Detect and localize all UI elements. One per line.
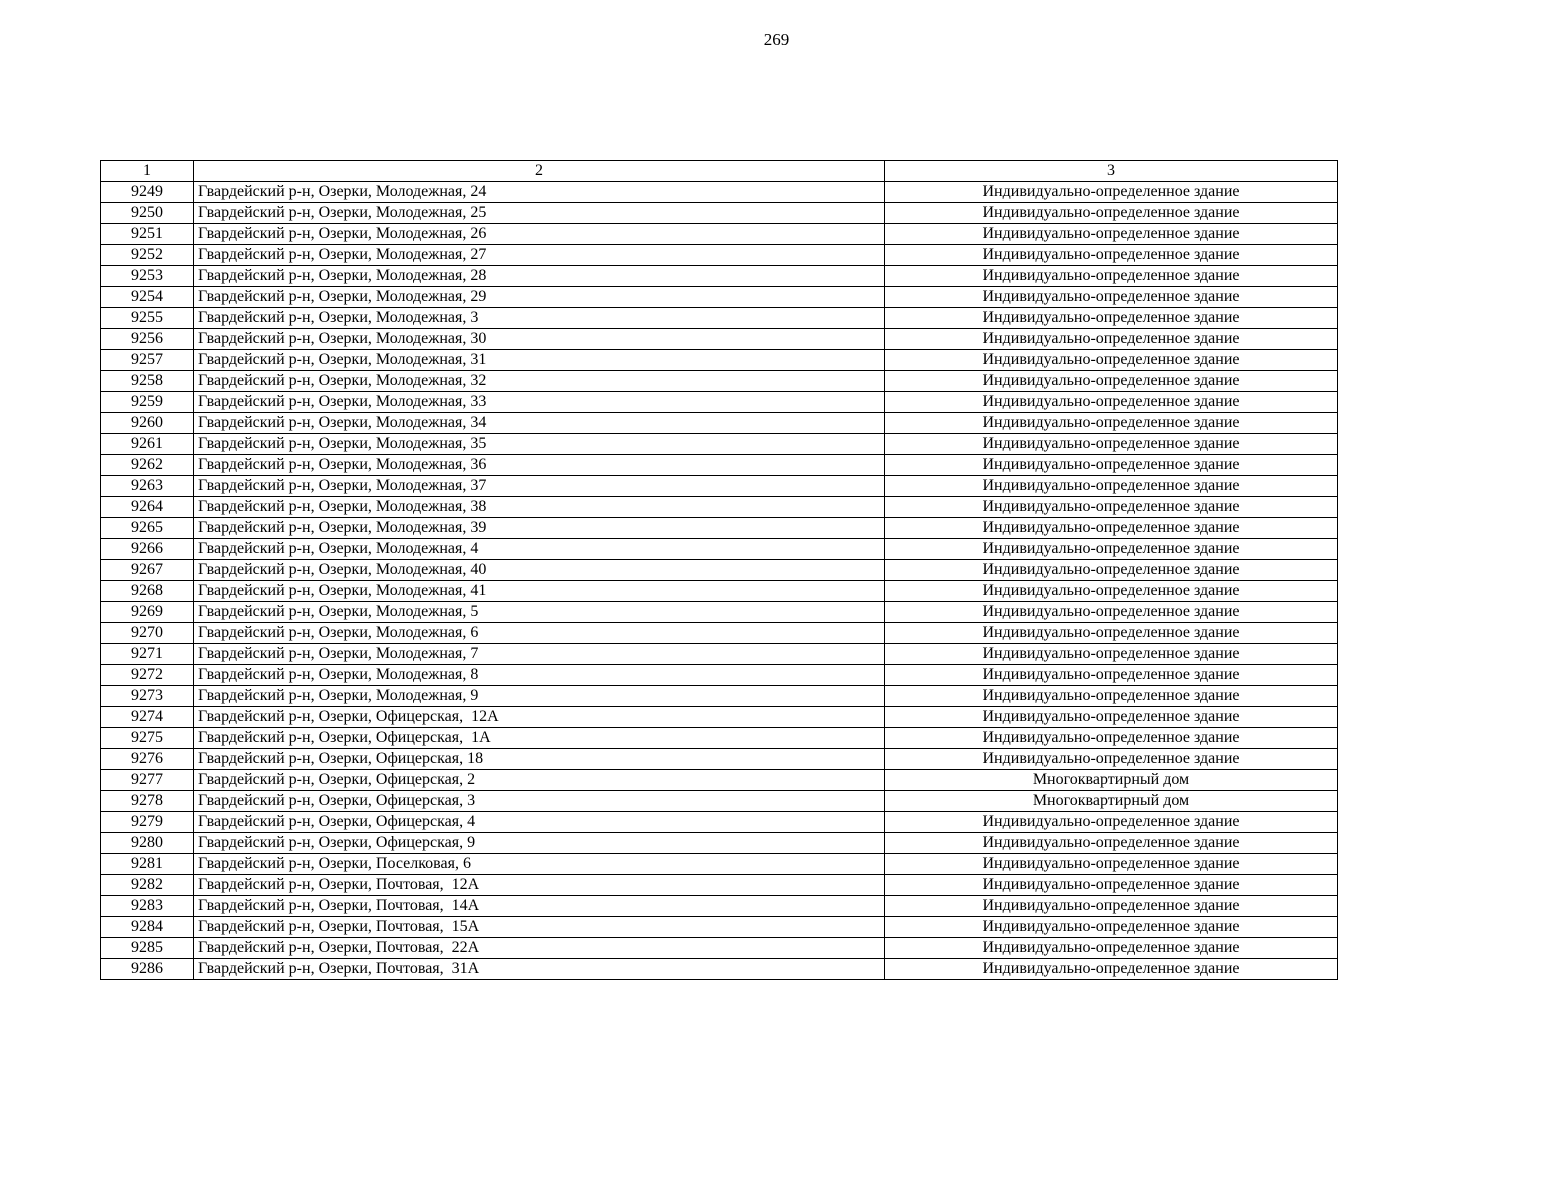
row-number-cell: 9258: [101, 371, 194, 392]
row-number-cell: 9264: [101, 497, 194, 518]
table-body: [101, 161, 1338, 980]
row-number-cell: 9273: [101, 686, 194, 707]
row-number-cell: 9279: [101, 812, 194, 833]
address-cell: Гвардейский р-н, Озерки, Офицерская, 2: [194, 770, 885, 791]
object-type-cell: Индивидуально-определенное здание: [885, 560, 1338, 581]
address-cell: Гвардейский р-н, Озерки, Офицерская, 9: [194, 833, 885, 854]
address-cell: Гвардейский р-н, Озерки, Офицерская, 4: [194, 812, 885, 833]
row-number-cell: 9253: [101, 266, 194, 287]
row-number-cell: 9281: [101, 854, 194, 875]
table-row: [101, 371, 1338, 392]
object-type-cell: Индивидуально-определенное здание: [885, 728, 1338, 749]
address-cell: Гвардейский р-н, Озерки, Молодежная, 9: [194, 686, 885, 707]
table-row: [101, 917, 1338, 938]
object-type-cell: Индивидуально-определенное здание: [885, 287, 1338, 308]
table-row: [101, 434, 1338, 455]
object-type-cell: Индивидуально-определенное здание: [885, 854, 1338, 875]
property-table: [100, 160, 1338, 980]
table-row: [101, 308, 1338, 329]
address-cell: Гвардейский р-н, Озерки, Молодежная, 37: [194, 476, 885, 497]
row-number-cell: 9254: [101, 287, 194, 308]
table-row: [101, 497, 1338, 518]
object-type-cell: Индивидуально-определенное здание: [885, 413, 1338, 434]
table-row: [101, 224, 1338, 245]
table-row: [101, 686, 1338, 707]
address-cell: Гвардейский р-н, Озерки, Молодежная, 4: [194, 539, 885, 560]
table-row: [101, 329, 1338, 350]
row-number-cell: 9262: [101, 455, 194, 476]
row-number-cell: 9268: [101, 581, 194, 602]
table-row: [101, 560, 1338, 581]
address-cell: Гвардейский р-н, Озерки, Молодежная, 26: [194, 224, 885, 245]
address-cell: Гвардейский р-н, Озерки, Молодежная, 24: [194, 182, 885, 203]
address-cell: Гвардейский р-н, Озерки, Почтовая, 22А: [194, 938, 885, 959]
address-cell: Гвардейский р-н, Озерки, Молодежная, 5: [194, 602, 885, 623]
row-number-cell: 9277: [101, 770, 194, 791]
object-type-cell: Многоквартирный дом: [885, 770, 1338, 791]
object-type-cell: Индивидуально-определенное здание: [885, 434, 1338, 455]
table-row: [101, 413, 1338, 434]
row-number-cell: 9257: [101, 350, 194, 371]
row-number-cell: 9250: [101, 203, 194, 224]
row-number-cell: 9284: [101, 917, 194, 938]
address-cell: Гвардейский р-н, Озерки, Молодежная, 31: [194, 350, 885, 371]
column-header-1: 1: [101, 161, 194, 182]
row-number-cell: 9272: [101, 665, 194, 686]
column-header-3: 3: [885, 161, 1338, 182]
table-row: [101, 833, 1338, 854]
table-row: [101, 245, 1338, 266]
object-type-cell: Индивидуально-определенное здание: [885, 707, 1338, 728]
address-cell: Гвардейский р-н, Озерки, Почтовая, 15А: [194, 917, 885, 938]
row-number-cell: 9251: [101, 224, 194, 245]
table-row: [101, 644, 1338, 665]
row-number-cell: 9275: [101, 728, 194, 749]
table-row: [101, 518, 1338, 539]
table-row: [101, 707, 1338, 728]
table-row: [101, 770, 1338, 791]
address-cell: Гвардейский р-н, Озерки, Молодежная, 30: [194, 329, 885, 350]
address-cell: Гвардейский р-н, Озерки, Поселковая, 6: [194, 854, 885, 875]
object-type-cell: Индивидуально-определенное здание: [885, 308, 1338, 329]
address-cell: Гвардейский р-н, Озерки, Молодежная, 7: [194, 644, 885, 665]
table-row: [101, 182, 1338, 203]
address-cell: Гвардейский р-н, Озерки, Молодежная, 39: [194, 518, 885, 539]
table-row: [101, 350, 1338, 371]
table-row: [101, 602, 1338, 623]
table-row: [101, 959, 1338, 980]
address-cell: Гвардейский р-н, Озерки, Офицерская, 1А: [194, 728, 885, 749]
table-row: [101, 539, 1338, 560]
address-cell: Гвардейский р-н, Озерки, Молодежная, 29: [194, 287, 885, 308]
row-number-cell: 9249: [101, 182, 194, 203]
object-type-cell: Индивидуально-определенное здание: [885, 959, 1338, 980]
object-type-cell: Индивидуально-определенное здание: [885, 623, 1338, 644]
object-type-cell: Индивидуально-определенное здание: [885, 455, 1338, 476]
table-row: [101, 728, 1338, 749]
object-type-cell: Многоквартирный дом: [885, 791, 1338, 812]
object-type-cell: Индивидуально-определенное здание: [885, 896, 1338, 917]
object-type-cell: Индивидуально-определенное здание: [885, 665, 1338, 686]
table-row: [101, 896, 1338, 917]
object-type-cell: Индивидуально-определенное здание: [885, 518, 1338, 539]
address-cell: Гвардейский р-н, Озерки, Молодежная, 33: [194, 392, 885, 413]
object-type-cell: Индивидуально-определенное здание: [885, 497, 1338, 518]
address-cell: Гвардейский р-н, Озерки, Почтовая, 31А: [194, 959, 885, 980]
table-row: [101, 455, 1338, 476]
row-number-cell: 9283: [101, 896, 194, 917]
table-row: [101, 287, 1338, 308]
object-type-cell: Индивидуально-определенное здание: [885, 329, 1338, 350]
table-row: [101, 791, 1338, 812]
row-number-cell: 9252: [101, 245, 194, 266]
address-cell: Гвардейский р-н, Озерки, Молодежная, 27: [194, 245, 885, 266]
row-number-cell: 9267: [101, 560, 194, 581]
object-type-cell: Индивидуально-определенное здание: [885, 875, 1338, 896]
address-cell: Гвардейский р-н, Озерки, Молодежная, 28: [194, 266, 885, 287]
object-type-cell: Индивидуально-определенное здание: [885, 224, 1338, 245]
object-type-cell: Индивидуально-определенное здание: [885, 371, 1338, 392]
object-type-cell: Индивидуально-определенное здание: [885, 350, 1338, 371]
row-number-cell: 9274: [101, 707, 194, 728]
address-cell: Гвардейский р-н, Озерки, Молодежная, 36: [194, 455, 885, 476]
row-number-cell: 9261: [101, 434, 194, 455]
address-cell: Гвардейский р-н, Озерки, Молодежная, 32: [194, 371, 885, 392]
row-number-cell: 9276: [101, 749, 194, 770]
object-type-cell: Индивидуально-определенное здание: [885, 833, 1338, 854]
address-cell: Гвардейский р-н, Озерки, Молодежная, 8: [194, 665, 885, 686]
table-row: [101, 476, 1338, 497]
object-type-cell: Индивидуально-определенное здание: [885, 938, 1338, 959]
object-type-cell: Индивидуально-определенное здание: [885, 476, 1338, 497]
row-number-cell: 9286: [101, 959, 194, 980]
object-type-cell: Индивидуально-определенное здание: [885, 182, 1338, 203]
page-number: 269: [763, 30, 790, 49]
address-cell: Гвардейский р-н, Озерки, Почтовая, 14А: [194, 896, 885, 917]
address-cell: Гвардейский р-н, Озерки, Молодежная, 40: [194, 560, 885, 581]
object-type-cell: Индивидуально-определенное здание: [885, 812, 1338, 833]
row-number-cell: 9266: [101, 539, 194, 560]
address-cell: Гвардейский р-н, Озерки, Молодежная, 3: [194, 308, 885, 329]
address-cell: Гвардейский р-н, Озерки, Молодежная, 25: [194, 203, 885, 224]
row-number-cell: 9256: [101, 329, 194, 350]
object-type-cell: Индивидуально-определенное здание: [885, 245, 1338, 266]
table-row: [101, 392, 1338, 413]
address-cell: Гвардейский р-н, Озерки, Молодежная, 34: [194, 413, 885, 434]
address-cell: Гвардейский р-н, Озерки, Офицерская, 3: [194, 791, 885, 812]
row-number-cell: 9259: [101, 392, 194, 413]
table-row: [101, 266, 1338, 287]
object-type-cell: Индивидуально-определенное здание: [885, 686, 1338, 707]
row-number-cell: 9271: [101, 644, 194, 665]
object-type-cell: Индивидуально-определенное здание: [885, 917, 1338, 938]
table-row: [101, 938, 1338, 959]
row-number-cell: 9263: [101, 476, 194, 497]
address-cell: Гвардейский р-н, Озерки, Почтовая, 12А: [194, 875, 885, 896]
object-type-cell: Индивидуально-определенное здание: [885, 602, 1338, 623]
table-row: [101, 623, 1338, 644]
row-number-cell: 9285: [101, 938, 194, 959]
address-cell: Гвардейский р-н, Озерки, Молодежная, 6: [194, 623, 885, 644]
address-cell: Гвардейский р-н, Озерки, Молодежная, 41: [194, 581, 885, 602]
column-header-2: 2: [194, 161, 885, 182]
object-type-cell: Индивидуально-определенное здание: [885, 749, 1338, 770]
row-number-cell: 9278: [101, 791, 194, 812]
table-row: [101, 812, 1338, 833]
row-number-cell: 9255: [101, 308, 194, 329]
table-row: [101, 875, 1338, 896]
table-header-row: [101, 161, 1338, 182]
address-cell: Гвардейский р-н, Озерки, Молодежная, 35: [194, 434, 885, 455]
table-row: [101, 854, 1338, 875]
row-number-cell: 9260: [101, 413, 194, 434]
address-cell: Гвардейский р-н, Озерки, Офицерская, 18: [194, 749, 885, 770]
address-cell: Гвардейский р-н, Озерки, Молодежная, 38: [194, 497, 885, 518]
object-type-cell: Индивидуально-определенное здание: [885, 266, 1338, 287]
object-type-cell: Индивидуально-определенное здание: [885, 539, 1338, 560]
row-number-cell: 9270: [101, 623, 194, 644]
table-row: [101, 749, 1338, 770]
object-type-cell: Индивидуально-определенное здание: [885, 392, 1338, 413]
row-number-cell: 9280: [101, 833, 194, 854]
table-row: [101, 203, 1338, 224]
table-row: [101, 665, 1338, 686]
object-type-cell: Индивидуально-определенное здание: [885, 644, 1338, 665]
row-number-cell: 9265: [101, 518, 194, 539]
address-cell: Гвардейский р-н, Озерки, Офицерская, 12А: [194, 707, 885, 728]
row-number-cell: 9269: [101, 602, 194, 623]
object-type-cell: Индивидуально-определенное здание: [885, 581, 1338, 602]
row-number-cell: 9282: [101, 875, 194, 896]
table-row: [101, 581, 1338, 602]
object-type-cell: Индивидуально-определенное здание: [885, 203, 1338, 224]
